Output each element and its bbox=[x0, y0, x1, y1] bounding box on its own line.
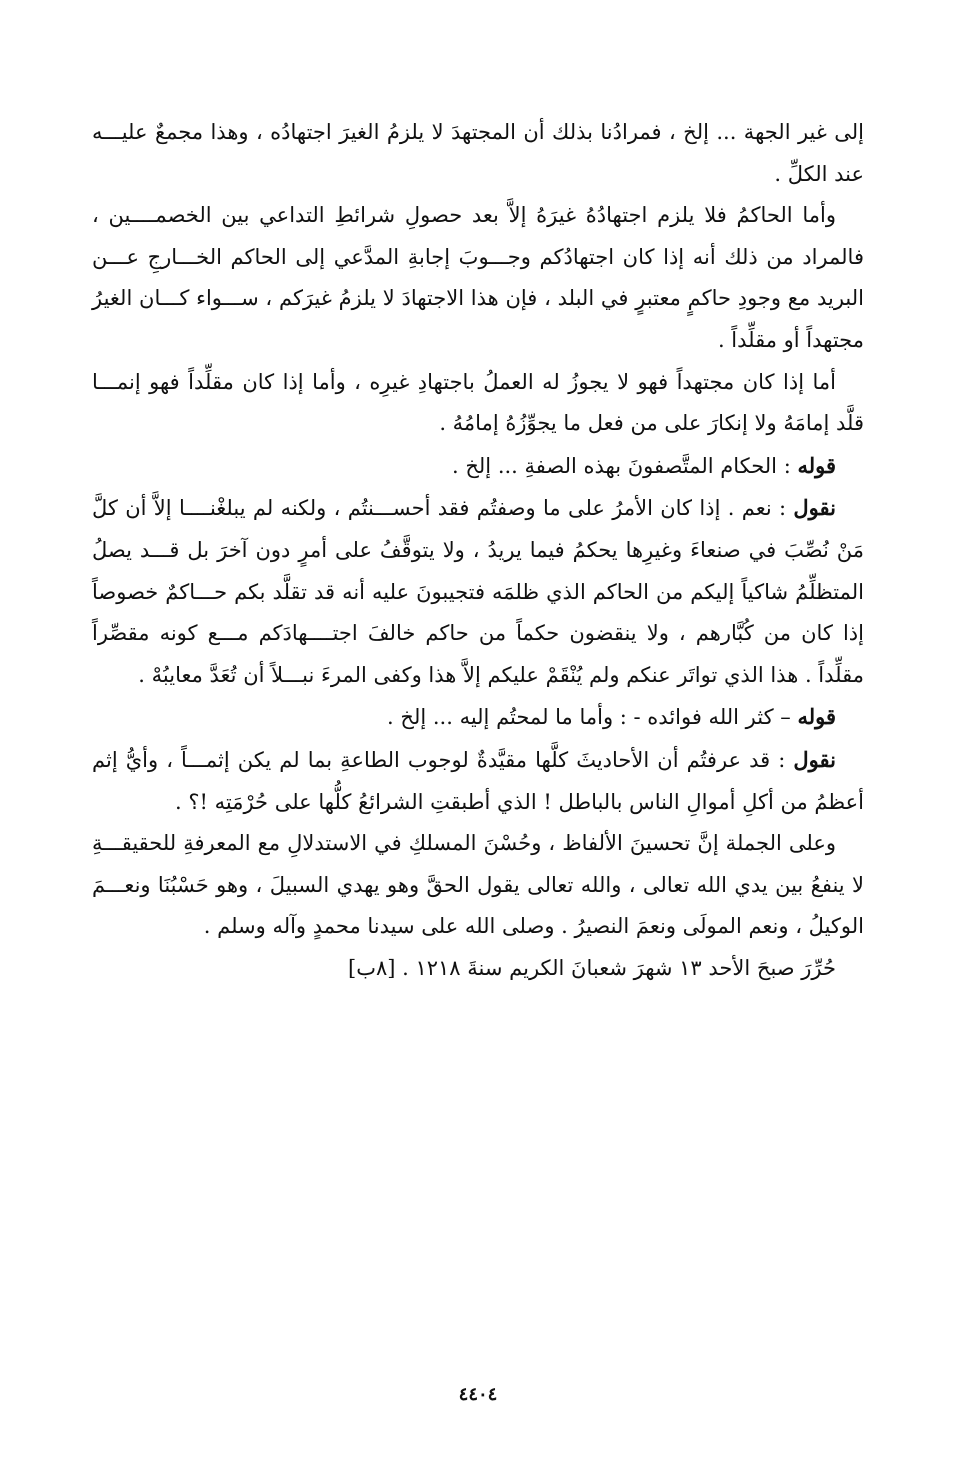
paragraph-7 bbox=[92, 739, 864, 823]
paragraph-text: : قد عرفتُم أن الأحاديثَ كلَّها مقيَّدةٌ لوجوب الطاعةِ بما لم يكن إثمـــاً ، وأيُّ إثم أعظمُ من أكلِ أموالِ الناس بالباطل ! الذي أطبقتِ الشرائعُ كلُّها على حُرْمَتِه !؟ . bbox=[92, 747, 864, 814]
paragraph-9 bbox=[92, 948, 864, 990]
paragraph-2 bbox=[92, 195, 864, 361]
paragraph-8 bbox=[92, 823, 864, 948]
paragraph-text: أما إذا كان مجتهداً فهو لا يجوزُ له العملُ باجتهادِ غيرِه ، وأما إذا كان مقلِّداً فهو إنمـــا قلَّد إمامَهُ ولا إنكارَ على من فعل ما يجوِّزُهُ إمامُهُ . bbox=[92, 369, 864, 436]
page-number: ٤٤٠٤ bbox=[458, 1384, 498, 1405]
body-text bbox=[92, 112, 864, 989]
paragraph-text: إلى غير الجهة ... إلخ ، فمرادُنا بذلك أن المجتهدَ لا يلزمُ الغيرَ اجتهادُه ، وهذا مجمعٌ عليـــه عند الكلِّ . bbox=[92, 120, 864, 186]
paragraph-text: : نعم . إذا كان الأمرُ على ما وصفتُم فقد أحســـنتُم ، ولكنه لم يبلغْنــــا إلاَّ أن كلَّ مَنْ نُصِّبَ في صنعاءَ وغيرِها يحكمُ فيما يريدُ ، ولا يتوقَّفُ على أمرٍ دون آخرَ بل قـــد يصلُ المتظلِّمُ شاكياً إليكم من الحاكم الذي ظلمَه فتجيبونَ عليه أنه قد تقلَّد بكم حـــاكمٌ خصوصاً إذا كان من كُبَّارهم ، ولا ينقضون حكماً من حاكم خالفَ اجتــــهادَكم مـــع كونه مقصِّراً مقلِّداً . هذا الذي تواتَر عنكم ولم يُنْقَمْ عليكم إلاَّ هذا وكفى المرءَ نبـــلاً أن تُعَدَّ معايبُهْ . bbox=[92, 496, 864, 687]
keyword-qawluh: قوله bbox=[797, 704, 836, 730]
keyword-qawluh: قوله bbox=[797, 452, 836, 478]
paragraph-5 bbox=[92, 487, 864, 696]
paragraph-3 bbox=[92, 362, 864, 445]
keyword-naqul: نقول bbox=[793, 746, 836, 772]
date-line: حُرِّرَ صبحَ الأحد ١٣ شهرَ شعبانَ الكريم سنةَ ١٢١٨ . [٨ب] bbox=[348, 955, 836, 980]
paragraph-1 bbox=[92, 112, 864, 195]
paragraph-text: وأما الحاكمُ فلا يلزم اجتهادُهُ غيرَهُ إلاَّ بعد حصولِ شرائطِ التداعي بين الخصمــــين ، فالمراد من ذلك أنه إذا كان اجتهادُكم وجـــوبَ إجابةِ المدَّعي إلى الحاكم الخـــارجِ عـــن البريد مع وجودِ حاكمٍ معتبرٍ في البلد ، فإن هذا الاجتهادَ لا يلزمُ غيرَكم ، ســـواء كـــان الغيرُ مجتهداً أو مقلِّداً . bbox=[92, 203, 864, 352]
paragraph-text: – كثر الله فوائده - : وأما ما لمحتُم إليه ... إلخ . bbox=[387, 705, 798, 730]
paragraph-6 bbox=[92, 696, 864, 739]
paragraph-text: : الحكام المتَّصفونَ بهذه الصفةِ ... إلخ . bbox=[452, 453, 798, 478]
keyword-naqul: نقول bbox=[793, 495, 836, 521]
paragraph-4 bbox=[92, 445, 864, 488]
paragraph-text: وعلى الجملة إنَّ تحسينَ الألفاظ ، وحُسْنَ المسلكِ في الاستدلالِ مع المعرفةِ للحقيقـــةِ لا ينفعُ بين يدي الله تعالى ، والله تعالى يقول الحقَّ وهو يهدي السبيلَ ، وهو حَسْبُنَا ونعـــمَ الوكيلُ ، ونعم المولَى ونعمَ النصيرُ . وصلى الله على سيدنا محمدٍ وآله وسلم . bbox=[92, 831, 864, 939]
